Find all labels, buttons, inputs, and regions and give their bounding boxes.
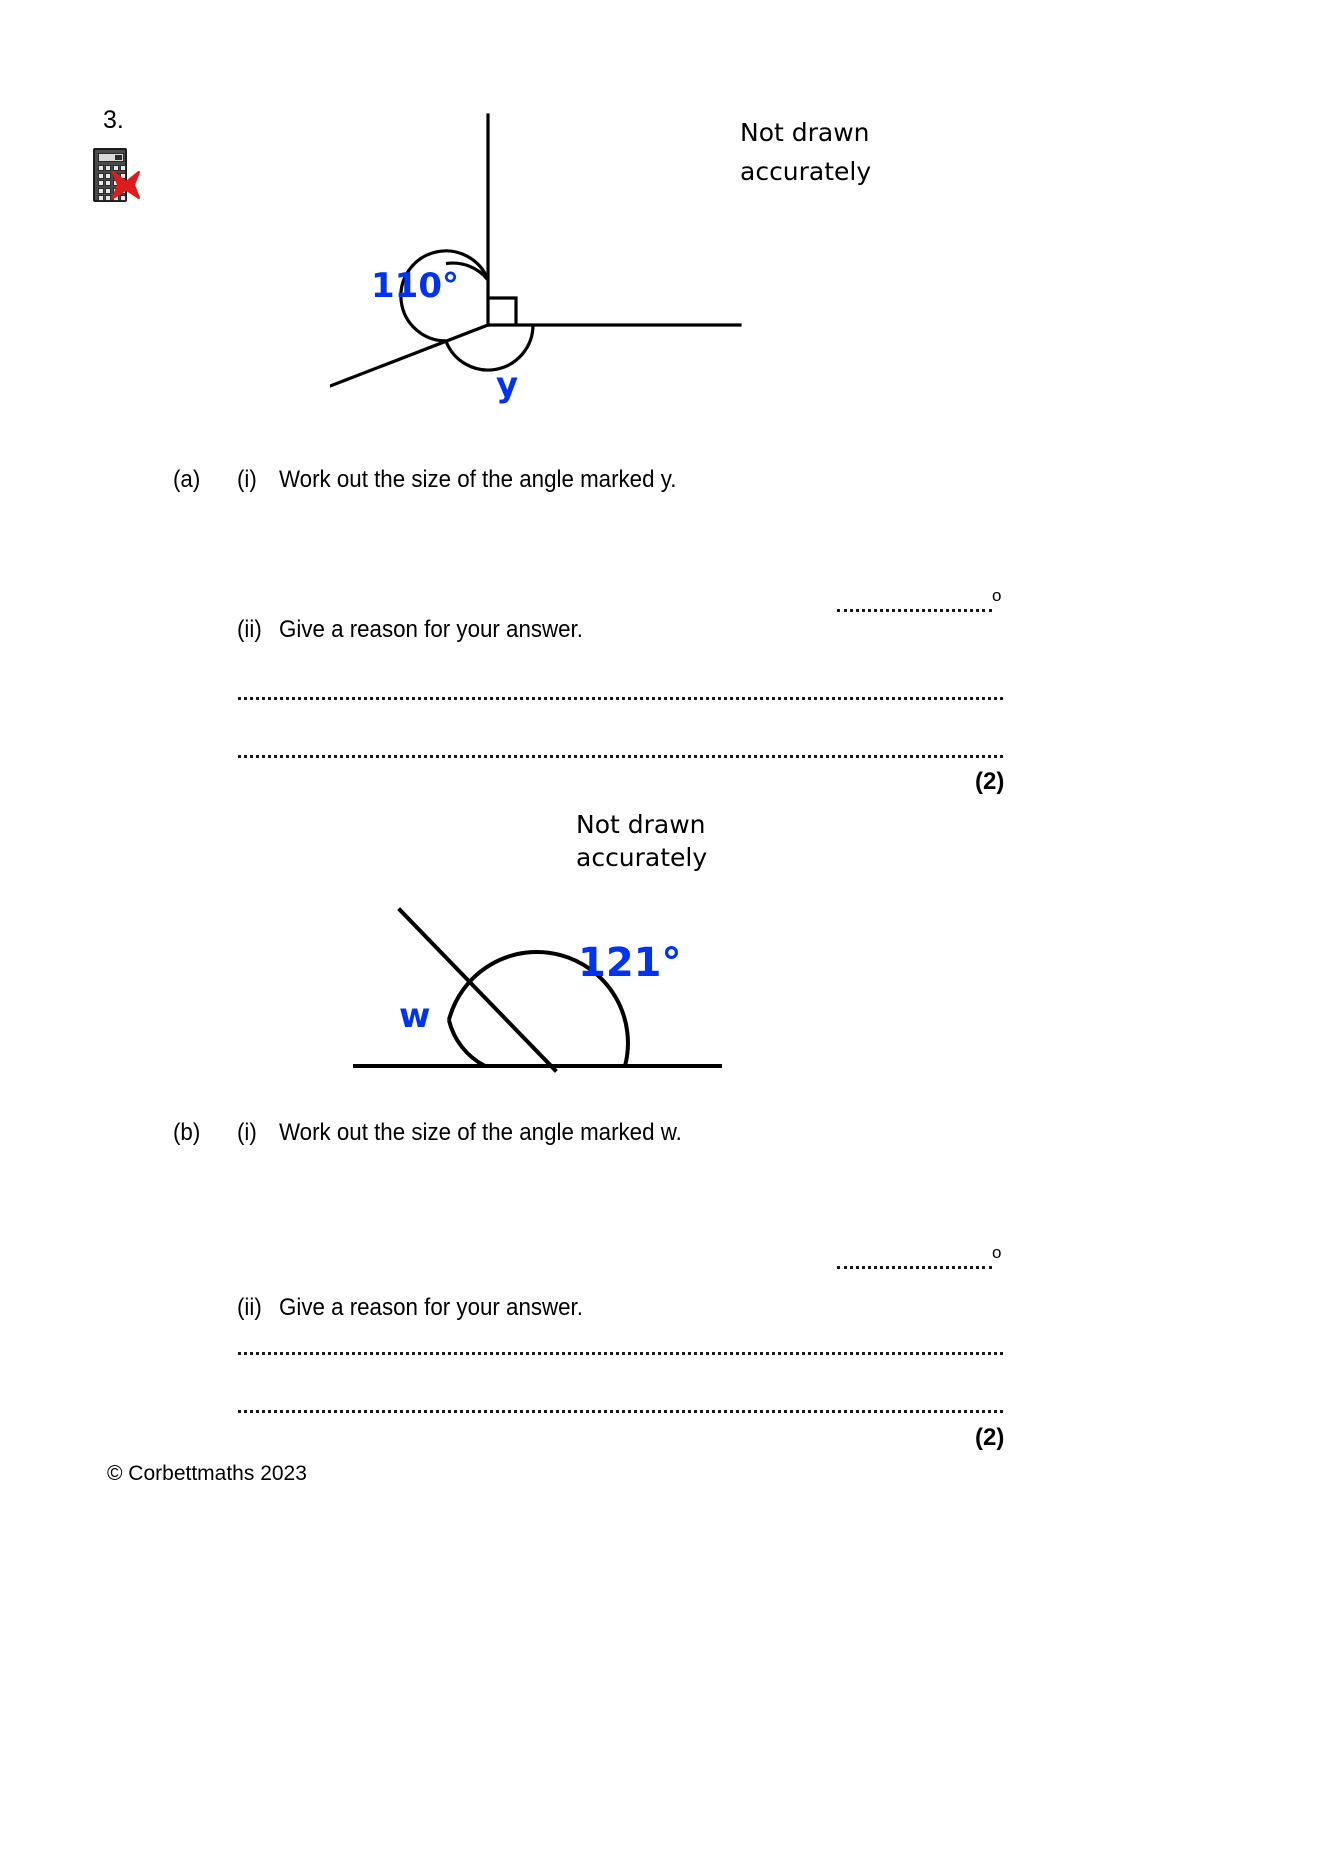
part-b-roman-ii: (ii) bbox=[237, 1294, 262, 1321]
diagram-a-unknown-label-y: y bbox=[496, 365, 519, 405]
calculator-body bbox=[93, 148, 127, 202]
calculator-screen bbox=[98, 153, 124, 162]
diagram-b-slanted-ray bbox=[400, 910, 555, 1070]
part-a-reason-line-2[interactable] bbox=[238, 753, 1003, 758]
diagram-a-right-angle-marker bbox=[488, 298, 516, 325]
part-a-roman-i: (i) bbox=[237, 466, 257, 493]
no-calculator-icon bbox=[93, 148, 127, 202]
calculator-keys bbox=[98, 165, 126, 201]
part-a-question-i: Work out the size of the angle marked y. bbox=[279, 466, 677, 493]
part-b-reason-line-1[interactable] bbox=[238, 1350, 1003, 1355]
part-a-roman-ii: (ii) bbox=[237, 616, 262, 643]
question-number: 3. bbox=[103, 106, 124, 134]
diagram-a-slanted-ray bbox=[330, 325, 488, 388]
part-a-degree-symbol: o bbox=[992, 586, 1002, 605]
diagram-b bbox=[330, 890, 760, 1090]
part-a-question-ii: Give a reason for your answer. bbox=[279, 616, 583, 643]
part-b-degree-symbol: o bbox=[992, 1243, 1002, 1262]
diagram-b-unknown-label-w: w bbox=[399, 996, 431, 1036]
part-b-question-i: Work out the size of the angle marked w. bbox=[279, 1119, 682, 1146]
part-b-answer-line[interactable] bbox=[837, 1264, 992, 1269]
copyright-footer: © Corbettmaths 2023 bbox=[107, 1462, 307, 1485]
part-a-answer-line[interactable] bbox=[837, 607, 992, 612]
diagram-b-arc-w bbox=[449, 1020, 485, 1066]
diagram-a bbox=[330, 100, 890, 420]
part-b-letter: (b) bbox=[173, 1119, 201, 1146]
part-b-question-ii: Give a reason for your answer. bbox=[279, 1294, 583, 1321]
part-b-reason-line-2[interactable] bbox=[238, 1408, 1003, 1413]
diagram-b-note-line2: accurately bbox=[576, 843, 708, 872]
part-a-reason-line-1[interactable] bbox=[238, 695, 1003, 700]
diagram-a-note-line1: Not drawn bbox=[740, 118, 870, 147]
part-a-marks: (2) bbox=[975, 768, 1005, 795]
diagram-a-note-line2: accurately bbox=[740, 157, 872, 186]
diagram-a-angle-label-110: 110° bbox=[371, 266, 459, 306]
part-a-letter: (a) bbox=[173, 466, 201, 493]
diagram-b-angle-label-121: 121° bbox=[578, 940, 682, 986]
part-b-roman-i: (i) bbox=[237, 1119, 257, 1146]
part-b-marks: (2) bbox=[975, 1424, 1005, 1451]
diagram-a-arc-y bbox=[446, 325, 533, 370]
diagram-b-note-line1: Not drawn bbox=[576, 810, 706, 839]
